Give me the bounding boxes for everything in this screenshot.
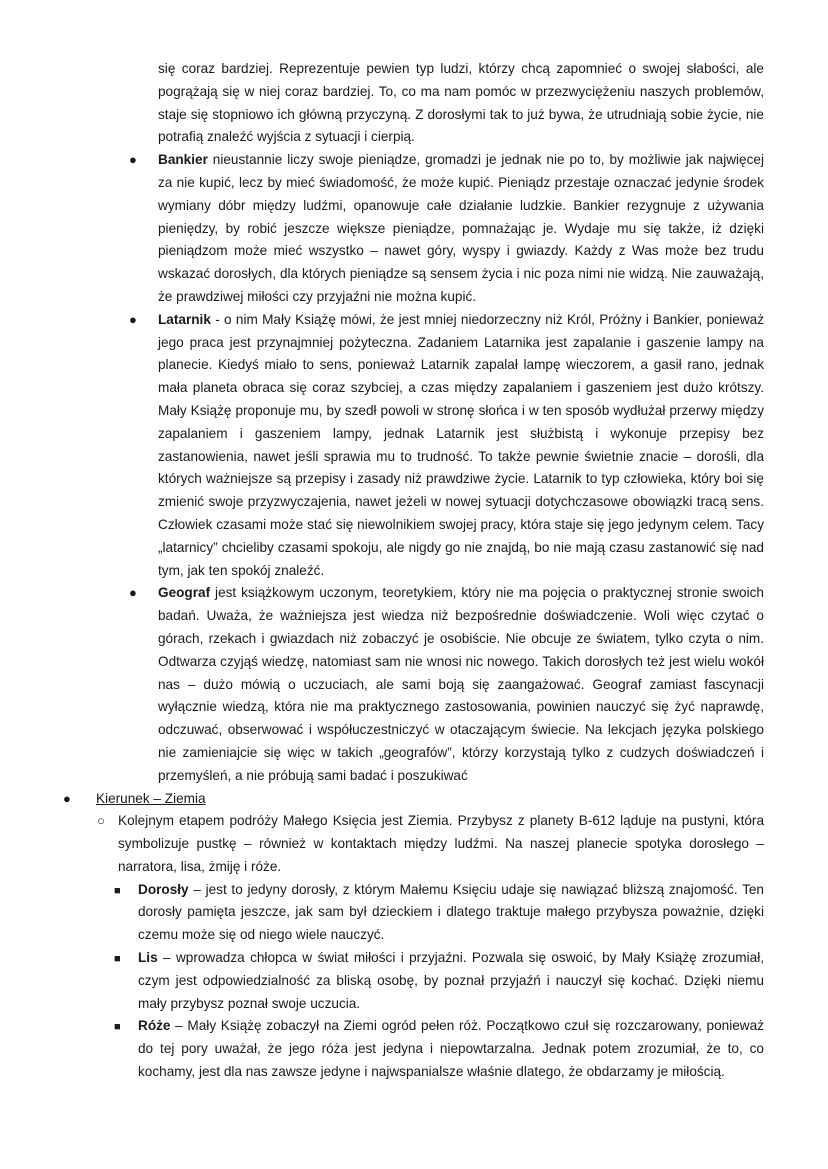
description: – wprowadza chłopca w świat miłości i przyjaźni. Pozwala się oswoić, by Mały Książę zrozumiał, czym jest odpowiedzialność za bliską osobę, by poznał przyjaźń i nauczył się kochać. Dzięki niemu mały przybysz poznał swoje uczucia. [138,950,764,1011]
term-bold: Geograf [158,585,211,601]
section-heading: Kierunek – Ziemia [96,790,206,806]
bullet-icon: ● [63,790,71,806]
list-item-bankier [129,149,764,309]
list-item-dorosly [114,879,764,947]
list-item-text [138,879,764,947]
square-bullet-icon: ■ [114,884,121,897]
bullet-icon: ● [129,311,137,327]
bullet-icon: ● [129,585,137,601]
term-bold: Róże [138,1018,171,1034]
section-heading-item [63,788,764,811]
square-bullet-icon: ■ [114,1021,121,1034]
list-item-text [158,149,764,309]
intro-paragraph: się coraz bardziej. Reprezentuje pewien typ ludzi, którzy chcą zapomnieć o swojej słabości, ale pogrążają się w niej coraz bardziej. To, co ma nam pomóc w przezwyciężeniu naszych problemów, staje się stopniowo ich główną przyczyną. Z dorosłymi tak to już bywa, że utrudniają sobie życie, nie potrafią znaleźć wyjścia z sytuacji i cierpią. [158,61,764,145]
term-bold: Dorosły [138,881,189,897]
list-item-roze [114,1015,764,1083]
description: - o nim Mały Książę mówi, że jest mniej niedorzeczny niż Król, Próżny i Bankier, ponieważ jego praca jest przynajmniej pożyteczna. Zadaniem Latarnika jest zapalanie i gaszenie lampy na planecie. Kiedyś miało to sens, ponieważ Latarnik zapalał lampę wieczorem, a gasił rano, jednak mała planeta obraca się coraz szybciej, a czas między zapalaniem i gaszeniem jest dużo krótszy. Mały Książę proponuje mu, by szedł powoli w stronę słońca i w ten sposób wydłużał przerwy między zapalaniem i gaszeniem lampy, jednak Latarnik jest służbistą i wykonuje przepisy bez zastanowienia, nawet jeśli sprawia mu to trudność. To także pewnie świetnie znacie – dorośli, dla których ważniejsze są przepisy i zasady niż prawdziwe życie. Latarnik to typ człowieka, który boi się zmienić swoje przyzwyczajenia, nawet jeżeli w nowej sytuacji dotychczasowe obowiązki tracą sens. Człowiek czasami może stać się niewolnikiem swojej pracy, która staje się jego jedynym celem. Tacy „latarnicy” chcieliby czasami spokoju, ale nigdy go nie znajdą, bo nie mają czasu zastanowić się nad tym, jak ten spokój znaleźć. [158,311,764,578]
square-bullet-icon: ■ [114,953,121,966]
circle-bullet-icon: ○ [97,813,105,829]
list-item-text [138,1015,764,1083]
bullet-icon: ● [129,152,137,168]
list-item-text [158,582,764,787]
section-intro-text: Kolejnym etapem podróży Małego Księcia jest Ziemia. Przybysz z planety B-612 ląduje na pustyni, która symbolizuje pustkę – również w kontaktach między ludźmi. Na naszej planecie spotyka dorosłego – narratora, lisa, żmiję i róże. [118,813,764,874]
list-item-geograf [129,582,764,787]
list-item-text [138,947,764,1015]
term-bold: Latarnik [158,311,211,327]
list-item-text [158,309,764,583]
term-bold: Bankier [158,152,208,168]
term-bold: Lis [138,950,158,966]
list-item-latarnik [129,309,764,583]
description: jest książkowym uczonym, teoretykiem, który nie ma pojęcia o praktycznej stronie swoich badań. Uważa, że ważniejsza jest wiedza niż bezpośrednie doświadczenie. Woli więc czytać o górach, rzekach i gwiazdach niż zobaczyć je osobiście. Nie obcuje ze światem, tylko czyta o nim. Odtwarza czyjąś wiedzę, natomiast sam nie wnosi nic nowego. Takich dorosłych też jest wielu wokół nas – dużo mówią o uczuciach, ale sami boją się zaangażować. Geograf zamiast fascynacji wyłącznie wiedzą, która nie ma praktycznego zastosowania, powinien nauczyć się żyć naprawdę, odczuwać, obserwować i współuczestniczyć w otaczającym świecie. Na lekcjach języka polskiego nie zamieniajcie się więc w takich „geografów”, którzy korzystają tylko z cudzych doświadczeń i przemyśleń, a nie próbują sami badać i poszukiwać [158,585,764,783]
description: – Mały Książę zobaczył na Ziemi ogród pełen róż. Początkowo czuł się rozczarowany, ponieważ do tej pory uważał, że jego róża jest jedyna i niepowtarzalna. Jednak potem zrozumiał, że to, co kochamy, jest dla nas zawsze jedyne i najwspanialsze właśnie dlatego, że obdarzamy je miłością. [138,1018,764,1080]
description: – jest to jedyny dorosły, z którym Małemu Księciu udaje się nawiązać bliższą znajomość. Ten dorosły pamięta jeszcze, jak sam był dzieckiem i dlatego traktuje małego przybysza poważnie, dzięki czemu może się od niego wiele nauczyć. [138,881,764,943]
list-item-lis [114,947,764,1015]
description: nieustannie liczy swoje pieniądze, gromadzi je jednak nie po to, by możliwie jak najwięcej za nie kupić, lecz by mieć świadomość, że może kupić. Pieniądz przestaje oznaczać jedynie środek wymiany dóbr między ludźmi, opanowuje całe działanie ludzkie. Bankier rezygnuje z używania pieniędzy, by robić jeszcze większe pieniądze, pomnażając je. Wydaje mu się także, iż dzięki pieniądzom może mieć wszystko – nawet góry, wyspy i gwiazdy. Każdy z Was może bez trudu wskazać dorosłych, dla których pieniądze są sensem życia i nic poza nimi nie widzą. Nie zauważają, że prawdziwej miłości czy przyjaźni nie można kupić. [158,152,764,304]
section-intro-item [97,810,764,878]
